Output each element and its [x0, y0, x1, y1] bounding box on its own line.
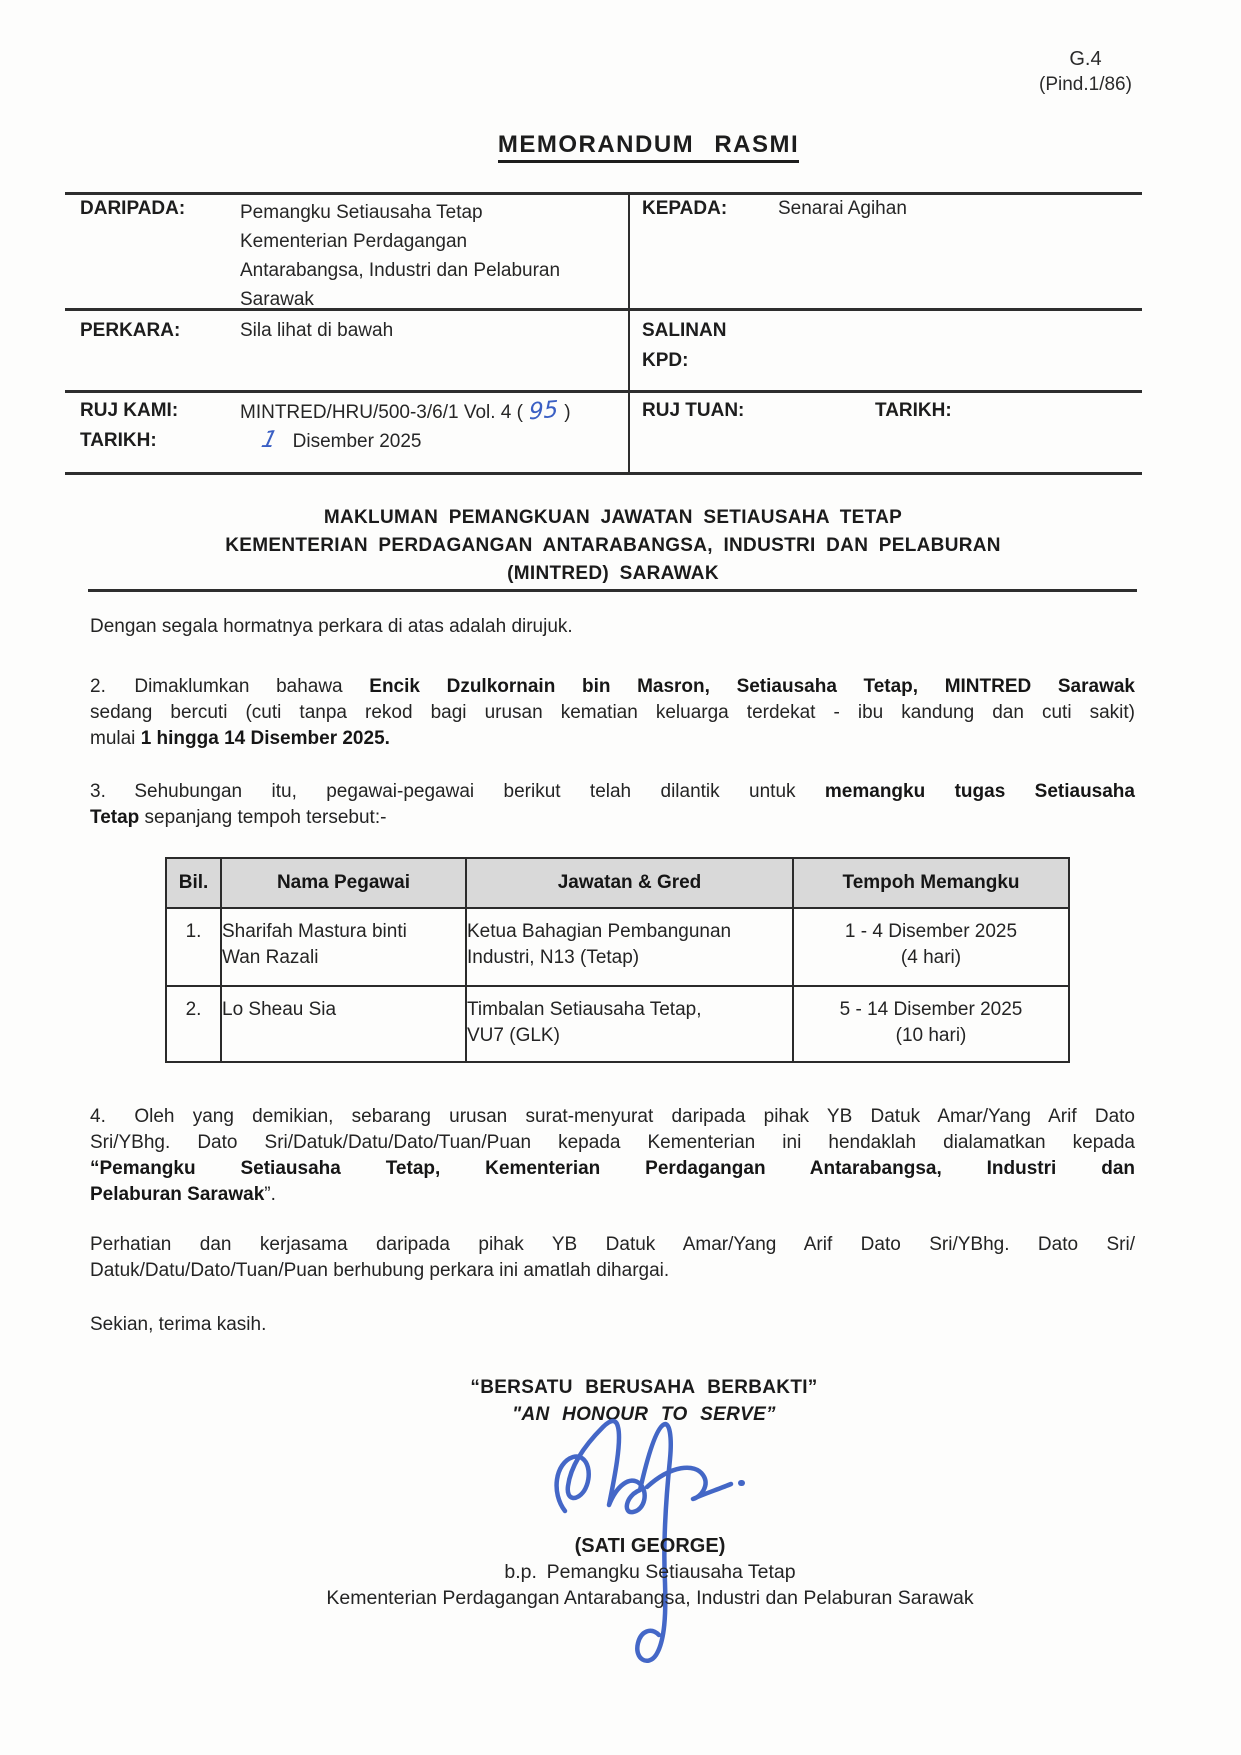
closing-sekian-text: Sekian, terima kasih. — [90, 1314, 267, 1335]
subject-line-3: (MINTRED) SARAWAK — [507, 563, 719, 584]
paragraph-3-line-1: 3. Sehubungan itu, pegawai-pegawai berikut telah dilantik untuk memangku tugas Setiausaha — [90, 781, 1135, 802]
salinan-label: SALINAN — [642, 320, 727, 341]
tarikh-month-year: Disember 2025 — [292, 431, 422, 452]
row2-bil: 2. — [166, 986, 221, 1062]
paragraph-2 — [90, 674, 1135, 752]
signatory-bp-line: b.p. Pemangku Setiausaha Tetap — [504, 1561, 796, 1583]
closing-sekian — [90, 1312, 1135, 1338]
paragraph-5 — [90, 1232, 1135, 1284]
paragraph-2-line-2: sedang bercuti (cuti tanpa rekod bagi urusan kematian keluarga terdekat - ibu kandung dan cuti sakit) — [90, 702, 1135, 723]
kepada-label: KEPADA: — [642, 198, 728, 219]
table-row — [166, 986, 1069, 1062]
daripada-value — [240, 198, 560, 314]
motto-line-2: "AN HONOUR TO SERVE” — [512, 1404, 776, 1425]
row2-nama: Lo Sheau Sia — [221, 986, 466, 1062]
signatory-org-line: Kementerian Perdagangan Antarabangsa, Industri dan Pelaburan Sarawak — [326, 1587, 974, 1609]
paragraph-4 — [90, 1104, 1135, 1208]
tarikh-tuan-label: TARIKH: — [875, 400, 952, 421]
officers-table-header-row — [166, 858, 1069, 908]
paragraph-4-line-2: Sri/YBhg. Dato Sri/Datuk/Datu/Dato/Tuan/Puan kepada Kementerian ini hendaklah dialamatkan kepada — [90, 1132, 1135, 1153]
perkara-value: Sila lihat di bawah — [240, 320, 394, 341]
row1-nama: Sharifah Mastura binti Wan Razali — [221, 908, 466, 986]
ruj-kami-prefix: MINTRED/HRU/500-3/6/1 Vol. 4 ( — [240, 402, 523, 423]
col-header-tempoh: Tempoh Memangku — [793, 858, 1069, 908]
daripada-line-2: Kementerian Perdagangan — [240, 231, 468, 252]
daripada-label: DARIPADA: — [80, 198, 186, 219]
row1-tempoh: 1 - 4 Disember 2025 (4 hari) — [793, 908, 1069, 986]
kpd-label: KPD: — [642, 350, 689, 371]
row2-jawatan: Timbalan Setiausaha Tetap, VU7 (GLK) — [466, 986, 793, 1062]
ruj-kami-handwritten-number: 95 — [528, 396, 559, 426]
perkara-label: PERKARA: — [80, 320, 181, 341]
table-row — [166, 908, 1069, 986]
paragraph-2-line-3: mulai 1 hingga 14 Disember 2025. — [90, 728, 390, 749]
row1-bil: 1. — [166, 908, 221, 986]
ruj-tuan-label: RUJ TUAN: — [642, 400, 745, 421]
subject-underline — [88, 589, 1137, 592]
paragraph-4-line-4: Pelaburan Sarawak”. — [90, 1184, 276, 1205]
paragraph-2-line-1: 2. Dimaklumkan bahawa Encik Dzulkornain bin Masron, Setiausaha Tetap, MINTRED Sarawak — [90, 676, 1135, 697]
ruj-kami-suffix: ) — [564, 402, 571, 423]
paragraph-4-line-3: “Pemangku Setiausaha Tetap, Kementerian Perdagangan Antarabangsa, Industri dan — [90, 1158, 1135, 1179]
col-header-nama: Nama Pegawai — [221, 858, 466, 908]
header-rule-bottom — [65, 472, 1142, 475]
ruj-kami-value — [240, 398, 571, 424]
col-header-jawatan: Jawatan & Gred — [466, 858, 793, 908]
header-divider — [628, 192, 630, 475]
form-code-block — [1028, 46, 1143, 98]
header-rule-top — [65, 192, 1142, 195]
ruj-kami-label: RUJ KAMI: — [80, 400, 179, 421]
form-revision: (Pind.1/86) — [1039, 74, 1132, 95]
officers-table — [165, 857, 1070, 1063]
document-title: MEMORANDUM RASMI — [498, 131, 799, 163]
row1-jawatan: Ketua Bahagian Pembangunan Industri, N13 (Tetap) — [466, 908, 793, 986]
tarikh-handwritten-day: 1 — [258, 427, 280, 453]
paragraph-intro-text: Dengan segala hormatnya perkara di atas adalah dirujuk. — [90, 616, 573, 637]
tarikh-value — [258, 427, 422, 453]
document-title-wrap — [28, 131, 1241, 159]
daripada-line-3: Antarabangsa, Industri dan Pelaburan — [240, 260, 561, 281]
subject-line-2: KEMENTERIAN PERDAGANGAN ANTARABANGSA, INDUSTRI DAN PELABURAN — [225, 535, 1001, 556]
form-code: G.4 — [1069, 48, 1102, 70]
motto-line-1: “BERSATU BERUSAHA BERBAKTI” — [470, 1377, 818, 1398]
paragraph-3-line-2: Tetap sepanjang tempoh tersebut:- — [90, 807, 387, 828]
signature-flourish-stroke — [647, 1468, 731, 1499]
header-rule-mid2 — [65, 390, 1142, 393]
tarikh-label: TARIKH: — [80, 430, 157, 451]
paragraph-5-line-1: Perhatian dan kerjasama daripada pihak YB Datuk Amar/Yang Arif Dato Sri/YBhg. Dato Sri/ — [90, 1234, 1135, 1255]
paragraph-3 — [90, 779, 1135, 831]
paragraph-5-line-2: Datuk/Datu/Dato/Tuan/Puan berhubung perkara ini amatlah dihargai. — [90, 1260, 670, 1281]
row2-tempoh: 5 - 14 Disember 2025 (10 hari) — [793, 986, 1069, 1062]
daripada-line-1: Pemangku Setiausaha Tetap — [240, 202, 483, 223]
kepada-value: Senarai Agihan — [778, 198, 907, 219]
header-rule-mid1 — [65, 308, 1142, 311]
paragraph-4-line-1: 4. Oleh yang demikian, sebarang urusan surat-menyurat daripada pihak YB Datuk Amar/Yang Arif Dato — [90, 1106, 1135, 1127]
paragraph-intro — [90, 614, 1135, 640]
daripada-line-4: Sarawak — [240, 289, 314, 310]
subject-line-1: MAKLUMAN PEMANGKUAN JAWATAN SETIAUSAHA TETAP — [323, 507, 903, 528]
signatory-name: (SATI GEORGE) — [574, 1535, 726, 1557]
subject-heading — [88, 504, 1138, 588]
col-header-bil: Bil. — [166, 858, 221, 908]
